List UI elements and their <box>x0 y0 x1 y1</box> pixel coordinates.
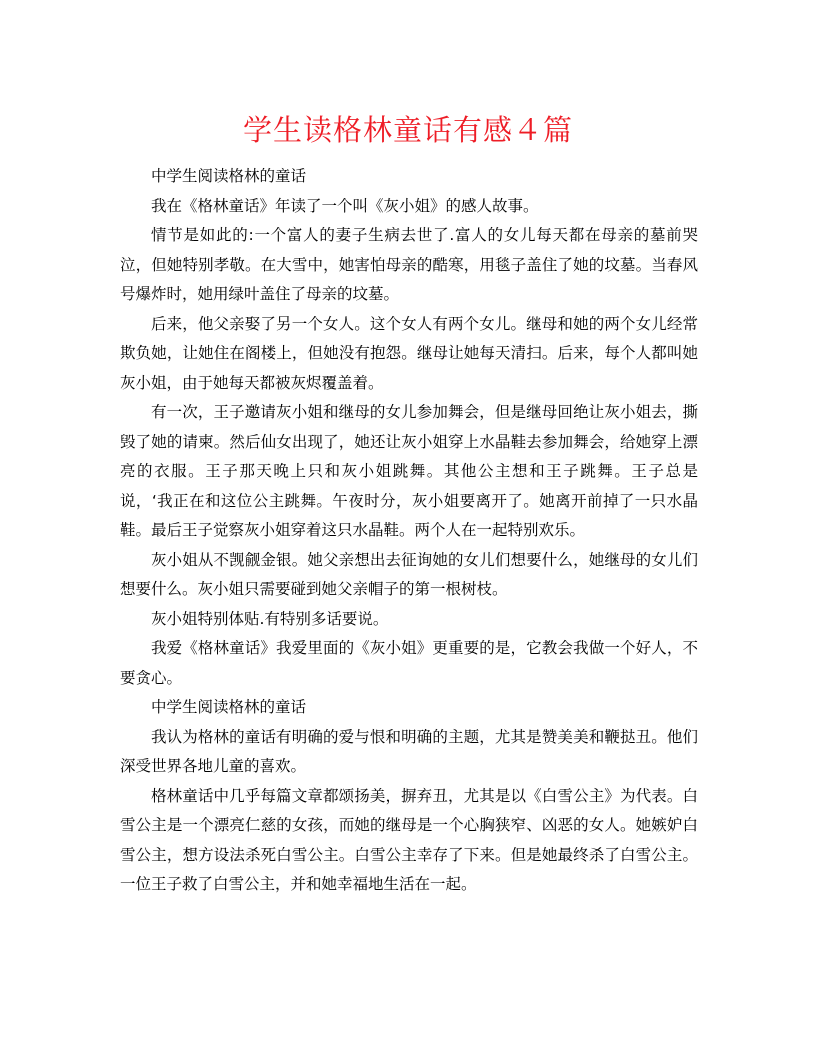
document-title: 学生读格林童话有感４篇 <box>242 113 573 147</box>
paragraph: 有一次，王子邀请灰小姐和继母的女儿参加舞会，但是继母回绝让灰小姐去，撕毁了她的请柬。然后仙女出现了，她还让灰小姐穿上水晶鞋去参加舞会，给她穿上漂亮的衣服。王子那天晚上只和灰小姐跳舞。其他公主想和王子跳舞。王子总是说，‘我正在和这位公主跳舞。午夜时分，灰小姐要离开了。她离开前掉了一只水晶鞋。最后王子觉察灰小姐穿着这只水晶鞋。两个人在一起特别欢乐。 <box>120 403 698 539</box>
paragraph: 灰小姐从不觊觎金银。她父亲想出去征询她的女儿们想要什么，她继母的女儿们想要什么。灰小姐只需要碰到她父亲帽子的第一根树枝。 <box>120 550 698 598</box>
document-body <box>120 162 698 900</box>
paragraph: 我爱《格林童话》我爱里面的《灰小姐》更重要的是，它教会我做一个好人，不要贪心。 <box>120 639 698 687</box>
paragraph: 我认为格林的童话有明确的爱与恨和明确的主题，尤其是赞美美和鞭挞丑。他们深受世界各地儿童的喜欢。 <box>120 727 698 775</box>
section-heading: 中学生阅读格林的童话 <box>151 167 307 185</box>
paragraph: 灰小姐特别体贴.有特别多话要说。 <box>151 609 389 628</box>
paragraph: 后来，他父亲娶了另一个女人。这个女人有两个女儿。继母和她的两个女儿经常欺负她，让她住在阁楼上，但她没有抱怨。继母让她每天清扫。后来，每个人都叫她灰小姐，由于她每天都被灰烬覆盖着。 <box>120 314 698 392</box>
paragraph: 格林童话中几乎每篇文章都颂扬美，摒弃丑，尤其是以《白雪公主》为代表。白雪公主是一个漂亮仁慈的女孩，而她的继母是一个心胸狭窄、凶恶的女人。她嫉妒白雪公主，想方设法杀死白雪公主。白雪公主幸存了下来。但是她最终杀了白雪公主。一位王子救了白雪公主，并和她幸福地生活在一起。 <box>120 786 698 893</box>
section-heading: 中学生阅读格林的童话 <box>151 698 307 716</box>
paragraph: 情节是如此的:一个富人的妻子生病去世了.富人的女儿每天都在母亲的墓前哭泣，但她特别孝敬。在大雪中，她害怕母亲的酷寒，用毯子盖住了她的坟墓。当春风号爆炸时，她用绿叶盖住了母亲的坟墓。 <box>120 226 698 303</box>
paragraph: 我在《格林童话》年读了一个叫《灰小姐》的感人故事。 <box>151 196 539 215</box>
